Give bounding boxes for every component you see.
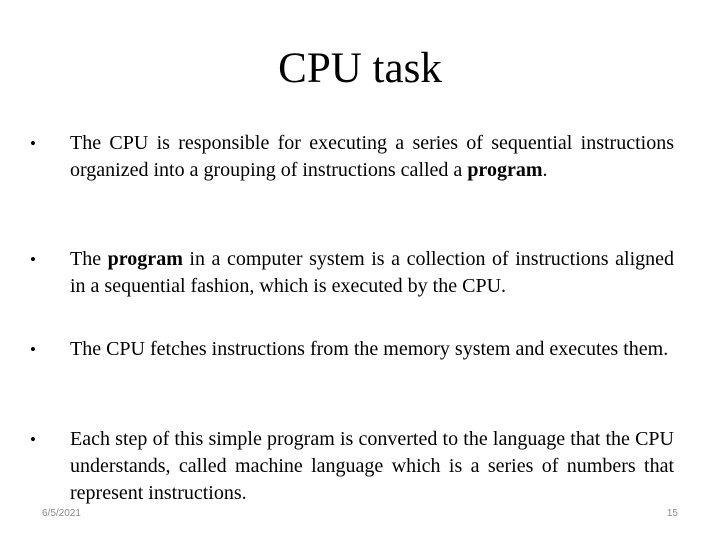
bullet-text-1-bold-term: program	[467, 159, 543, 181]
bullet-text-3: The CPU fetches instructions from the memory system and executes them.	[70, 338, 669, 360]
bullet-text-2-bold-term: program	[107, 248, 183, 270]
bullet-marker: •	[30, 340, 36, 359]
bullet-item-4	[24, 426, 674, 507]
slide-title: CPU task	[278, 45, 442, 92]
bullet-marker: •	[30, 430, 36, 449]
footer-page-number: 15	[666, 508, 678, 519]
bullet-text-4: Each step of this simple program is converted to the language that the CPU understands, called machine language which is a series of numbers that represent instructions.	[70, 428, 674, 504]
bullet-text-1-part-1: The CPU is responsible for executing a series of sequential instructions organized into a grouping of instructions called a	[70, 132, 674, 181]
bullet-marker: •	[30, 250, 36, 269]
bullet-item-2	[24, 246, 674, 300]
bullet-marker: •	[30, 134, 36, 153]
bullet-item-1	[24, 130, 674, 184]
bullet-text-2-part-1: The	[70, 248, 108, 270]
footer-date: 6/5/2021	[42, 508, 81, 519]
bullet-text-2-part-3: in a computer system is a collection of instructions aligned in a sequential fashion, which is executed by the CPU.	[70, 248, 675, 297]
bullet-item-3	[24, 336, 674, 363]
bullet-text-1-part-3: .	[542, 159, 548, 181]
